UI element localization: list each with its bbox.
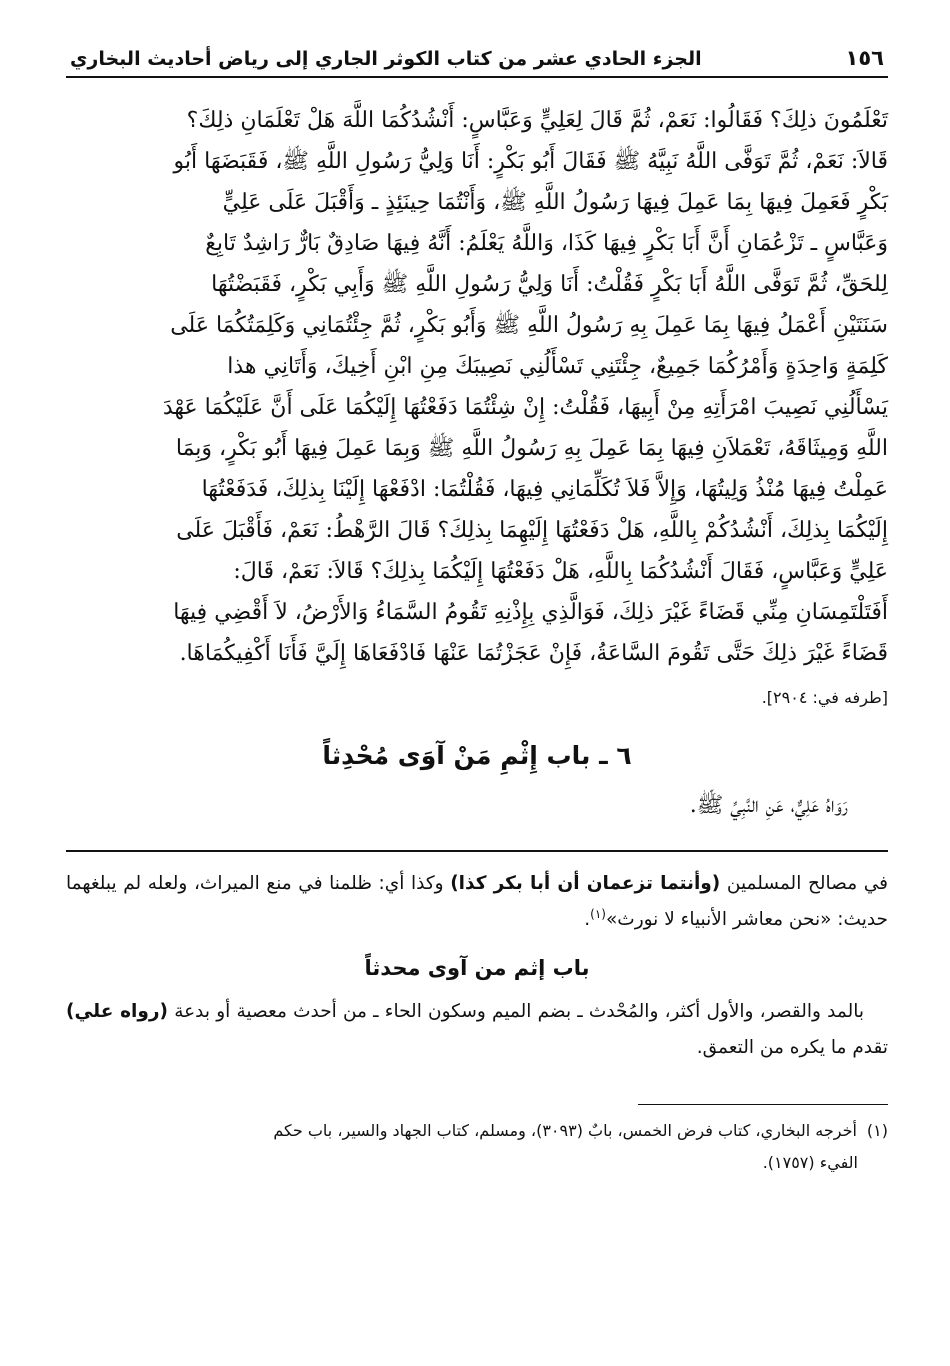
cross-reference: [طرفه في: ٢٩٠٤]. xyxy=(761,688,888,707)
commentary-text: تقدم ما يكره من التعمق. xyxy=(696,1037,888,1058)
footnote-line-2: الفيء (١٧٥٧). xyxy=(762,1153,858,1172)
hadith-line: بَكْرٍ فَعَمِلَ فِيهَا بِمَا عَمِلَ فِيهَا رَسُولُ اللَّهِ ﷺ، وَأَنْتُمَا حِينَئِذٍ ـ وَأَقْبَلَ عَلَى عَلِيٍّ xyxy=(222,190,888,215)
hadith-text xyxy=(66,100,888,674)
footnote-divider xyxy=(638,1104,888,1105)
footnote-number: (١) xyxy=(866,1121,888,1140)
page-number: ١٥٦ xyxy=(845,46,884,70)
footnote-text: أخرجه البخاري، كتاب فرض الخمس، بابٌ (٣٠٩٣)، ومسلم، كتاب الجهاد والسير، باب حكم xyxy=(273,1121,857,1140)
commentary-quote: (وأنتما تزعمان أن أبا بكر كذا) xyxy=(450,873,721,894)
commentary-text: وكذا أي: ظلمنا في منع الميراث، ولعله لم يبلغهما حديث: «نحن معاشر الأنبياء لا نورث» xyxy=(66,873,888,930)
footnote-marker[interactable]: (١) xyxy=(590,906,606,921)
commentary-heading: باب إثم من آوى محدثاً xyxy=(364,956,590,980)
hadith-line: عَمِلْتُ فِيهَا مُنْذُ وَلِيتُهَا، وَإِلاَّ فَلاَ تُكَلِّمَانِي فِيهَا، فَقُلْتُمَا: ادْفَعْهَا إِلَيْنَا بِذلِكَ، فَدَفَعْتُهَا xyxy=(201,477,888,502)
hadith-line: إِلَيْكُمَا بِذلِكَ، أَنْشُدُكُمْ بِاللَّهِ، هَلْ دَفَعْتُهَا إِلَيْهِمَا بِذلِكَ؟ قَالَ الرَّهْطُ: نَعَمْ، فَأَقْبَلَ عَلَى xyxy=(176,518,888,543)
commentary-text-end: . xyxy=(584,909,591,930)
hadith-line: لِلحَقِّ، ثُمَّ تَوَفَّى اللَّهُ أَبَا بَكْرٍ فَقُلْتُ: أَنَا وَلِيُّ رَسُولِ اللَّهِ ﷺ وَأَبِي بَكْرٍ، فَقَبَضْتُهَا xyxy=(211,272,888,297)
hadith-line: وَعَبَّاسٍ ـ تَزْعُمَانِ أَنَّ أَبَا بَكْرٍ فِيهَا كَذَا، وَاللَّهُ يَعْلَمُ: أَنَّهُ فِيهَا صَادِقٌ بَارٌّ رَاشِدٌ تَابِعٌ xyxy=(205,231,888,256)
hadith-line: عَلِيٍّ وَعَبَّاسٍ، فَقَالَ أَنْشُدُكُمَا بِاللَّهِ، هَلْ دَفَعْتُهَا إِلَيْكُمَا بِذلِكَ؟ قَالاَ: نَعَمْ، قَالَ: xyxy=(233,559,888,584)
chapter-narration: رَوَاهُ عَلِيٌّ، عَنِ النَّبِيِّ ﷺ. xyxy=(689,793,848,818)
text-commentary-divider xyxy=(66,850,888,852)
footnote xyxy=(66,1115,888,1179)
footnote-line-1 xyxy=(66,1115,888,1147)
hadith-line: تَعْلَمُونَ ذلِكَ؟ فَقَالُوا: نَعَمْ، ثُمَّ قَالَ لِعَلِيٍّ وَعَبَّاسٍ: أَنْشُدُكُمَا اللَّهَ هَلْ تَعْلَمَانِ ذلِكَ؟ xyxy=(186,108,888,133)
book-page xyxy=(66,38,888,1326)
commentary-paragraph-2 xyxy=(66,994,888,1066)
commentary-paragraph-1 xyxy=(66,866,888,938)
hadith-line: قَضَاءً غَيْرَ ذلِكَ حَتَّى تَقُومَ السَّاعَةُ، فَإِنْ عَجَزْتُمَا عَنْهَا فَادْفَعَاهَا إِلَيَّ فَأَنَا أَكْفِيكُمَاهَا. xyxy=(179,641,888,666)
hadith-line: كَلِمَةٍ وَاحِدَةٍ وَأَمْرُكُمَا جَمِيعٌ، جِئْتَنِي تَسْأَلُنِي نَصِيبَكَ مِنِ ابْنِ أَخِيكَ، وَأَتَانِي هذا xyxy=(227,354,888,379)
chapter-title: ٦ ـ باب إِثْمِ مَنْ آوَى مُحْدِثاً xyxy=(322,741,632,770)
hadith-line: يَسْأَلُنِي نَصِيبَ امْرَأَتِهِ مِنْ أَبِيهَا، فَقُلْتُ: إِنْ شِئْتُمَا دَفَعْتُهَا إِلَيْكُمَا عَلَى أَنَّ عَلَيْكُمَا عَهْدَ xyxy=(162,395,888,420)
hadith-line: أَفَتَلْتَمِسَانِ مِنِّي قَضَاءً غَيْرَ ذلِكَ، فَوَالَّذِي بِإِذْنِهِ تَقُومُ السَّمَاءُ وَالأَرْضُ، لاَ أَقْضِي فِيهَا xyxy=(173,600,888,625)
hadith-line: اللَّهِ وَمِيثَاقَهُ، تَعْمَلاَنِ فِيهَا بِمَا عَمِلَ بِهِ رَسُولُ اللَّهِ ﷺ وَبِمَا عَمِلَ فِيهَا أَبُو بَكْرٍ، وَبِمَا xyxy=(175,436,888,461)
commentary-quote: (رواه علي) xyxy=(66,1001,168,1022)
page-header xyxy=(66,38,888,78)
running-title: الجزء الحادي عشر من كتاب الكوثر الجاري إلى رياض أحاديث البخاري xyxy=(70,48,702,70)
commentary-text: في مصالح المسلمين xyxy=(720,873,888,894)
commentary-text: بالمد والقصر، والأول أكثر، والمُحْدث ـ بضم الميم وسكون الحاء ـ من أحدث معصية أو بدعة xyxy=(168,1001,865,1022)
hadith-line: سَنَتَيْنِ أَعْمَلُ فِيهَا بِمَا عَمِلَ بِهِ رَسُولُ اللَّهِ ﷺ وَأَبُو بَكْرٍ، ثُمَّ جِئْتُمَانِي وَكَلِمَتُكُمَا عَلَى xyxy=(170,313,888,338)
hadith-line: قَالاَ: نَعَمْ، ثُمَّ تَوَفَّى اللَّهُ نَبِيَّهُ ﷺ فَقَالَ أَبُو بَكْرٍ: أَنَا وَلِيُّ رَسُولِ اللَّهِ ﷺ، فَقَبَضَهَا أَبُو xyxy=(173,149,888,174)
